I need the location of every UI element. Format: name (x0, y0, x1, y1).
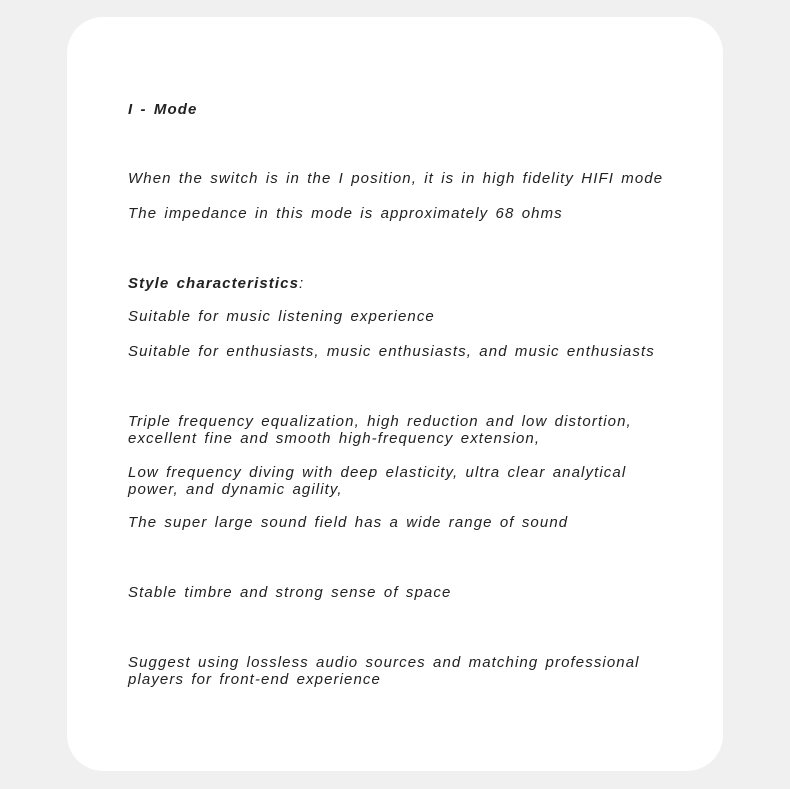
suggest-paragraph: Suggest using lossless audio sources and matching professional players for front-end experience (128, 654, 640, 688)
style-heading-line (128, 275, 304, 292)
stable-line: Stable timbre and strong sense of space (128, 584, 452, 601)
feature-paragraph-2: Low frequency diving with deep elasticity, ultra clear analytical power, and dynamic agility, (128, 464, 627, 498)
intro-line-2: The impedance in this mode is approximately 68 ohms (128, 205, 563, 222)
style-heading-colon: : (299, 275, 305, 292)
mode-heading: I - Mode (128, 101, 198, 118)
feature-paragraph-3: The super large sound field has a wide range of sound (128, 514, 569, 531)
suitable-line-2: Suitable for enthusiasts, music enthusiasts, and music enthusiasts (128, 343, 655, 360)
style-heading: Style characteristics (128, 275, 300, 292)
suitable-line-1: Suitable for music listening experience (128, 308, 435, 325)
feature-paragraph-1: Triple frequency equalization, high reduction and low distortion, excellent fine and smooth high-frequency extension, (128, 413, 632, 447)
intro-line-1: When the switch is in the I position, it is in high fidelity HIFI mode (128, 170, 664, 187)
